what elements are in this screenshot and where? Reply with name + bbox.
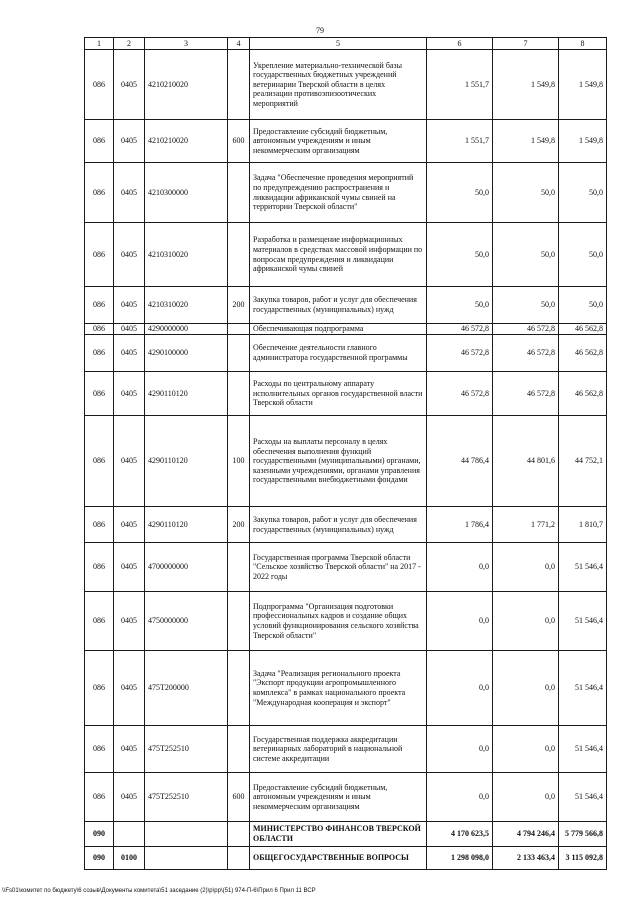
description-cell: МИНИСТЕРСТВО ФИНАНСОВ ТВЕРСКОЙ ОБЛАСТИ (250, 822, 427, 847)
grbs-code-cell: 086 (85, 287, 114, 324)
amount-col6-cell: 50,0 (427, 163, 493, 223)
table-row (85, 324, 607, 335)
amount-col6-cell: 1 551,7 (427, 50, 493, 120)
footer-file-path: \\Fs01\комитет по бюджету\6 созыв\Документы комитета\51 заседание (2)\p\pp\(51) 974-П-6\Прил 6 Прил 11 ВСР (2, 888, 316, 894)
expense-type-cell (228, 726, 250, 773)
section-code-cell: 0405 (114, 50, 145, 120)
description-cell: Разработка и размещение информационных материалов в средствах массовой информации по вопросам предупреждения и ликвидации африканской чумы свиней (250, 223, 427, 287)
grbs-code-cell: 086 (85, 416, 114, 507)
description-cell: Подпрограмма "Организация подготовки профессиональных кадров и создание общих условий функционирования сельского хозяйства Тверской области" (250, 592, 427, 651)
grbs-code-cell: 086 (85, 773, 114, 822)
target-code-cell: 475T252510 (145, 726, 228, 773)
section-code-cell: 0405 (114, 287, 145, 324)
amount-col8-cell: 50,0 (559, 163, 607, 223)
section-code-cell: 0405 (114, 120, 145, 163)
target-code-cell: 4210310020 (145, 223, 228, 287)
amount-col7-cell: 0,0 (493, 651, 559, 726)
description-cell: Обеспечивающая подпрограмма (250, 324, 427, 335)
amount-col6-cell: 50,0 (427, 287, 493, 324)
grbs-code-cell: 086 (85, 543, 114, 592)
header-cell: 4 (228, 38, 250, 50)
page-number: 79 (316, 26, 324, 35)
description-cell: Государственная программа Тверской области "Сельское хозяйство Тверской области" на 2017 - 2022 годы (250, 543, 427, 592)
table-row (85, 50, 607, 120)
grbs-code-cell: 086 (85, 651, 114, 726)
grbs-code-cell: 086 (85, 163, 114, 223)
amount-col8-cell: 51 546,4 (559, 651, 607, 726)
section-code-cell: 0405 (114, 726, 145, 773)
target-code-cell: 4210310020 (145, 287, 228, 324)
amount-col6-cell: 0,0 (427, 651, 493, 726)
expense-type-cell (228, 372, 250, 416)
target-code-cell: 4210300000 (145, 163, 228, 223)
amount-col8-cell: 50,0 (559, 223, 607, 287)
description-cell: Предоставление субсидий бюджетным, автономным учреждениям и иным некоммерческим организациям (250, 773, 427, 822)
header-cell: 8 (559, 38, 607, 50)
amount-col7-cell: 46 572,8 (493, 335, 559, 372)
section-code-cell: 0405 (114, 372, 145, 416)
amount-col7-cell: 2 133 463,4 (493, 847, 559, 870)
header-cell: 1 (85, 38, 114, 50)
description-cell: Расходы по центральному аппарату исполнительных органов государственной власти Тверской области (250, 372, 427, 416)
target-code-cell (145, 822, 228, 847)
target-code-cell: 475T252510 (145, 773, 228, 822)
amount-col6-cell: 46 572,8 (427, 372, 493, 416)
table-row (85, 543, 607, 592)
section-code-cell: 0405 (114, 324, 145, 335)
section-code-cell: 0405 (114, 416, 145, 507)
amount-col7-cell: 0,0 (493, 726, 559, 773)
target-code-cell: 475T200000 (145, 651, 228, 726)
target-code-cell: 4290110120 (145, 416, 228, 507)
amount-col6-cell: 46 572,8 (427, 324, 493, 335)
description-cell: Задача "Обеспечение проведения мероприятий по предупреждению распространения и ликвидации африканской чумы свиней на территории Тверской области" (250, 163, 427, 223)
expense-type-cell (228, 163, 250, 223)
amount-col6-cell: 1 786,4 (427, 507, 493, 543)
amount-col8-cell: 1 549,8 (559, 120, 607, 163)
description-cell: ОБЩЕГОСУДАРСТВЕННЫЕ ВОПРОСЫ (250, 847, 427, 870)
expense-type-cell (228, 651, 250, 726)
expense-type-cell: 200 (228, 287, 250, 324)
table-row (85, 287, 607, 324)
amount-col6-cell: 46 572,8 (427, 335, 493, 372)
target-code-cell: 4290110120 (145, 372, 228, 416)
grbs-code-cell: 090 (85, 822, 114, 847)
expense-type-cell: 200 (228, 507, 250, 543)
amount-col7-cell: 44 801,6 (493, 416, 559, 507)
grbs-code-cell: 086 (85, 120, 114, 163)
target-code-cell: 4290100000 (145, 335, 228, 372)
amount-col7-cell: 1 549,8 (493, 50, 559, 120)
amount-col6-cell: 1 298 098,0 (427, 847, 493, 870)
description-cell: Укрепление материально-технической базы государственных бюджетных учреждений ветеринарии Тверской области в целях реализации противоэпизоотических мероприятий (250, 50, 427, 120)
table-row (85, 822, 607, 847)
amount-col7-cell: 0,0 (493, 773, 559, 822)
target-code-cell (145, 847, 228, 870)
table-row (85, 120, 607, 163)
amount-col8-cell: 1 549,8 (559, 50, 607, 120)
amount-col7-cell: 1 549,8 (493, 120, 559, 163)
header-cell: 5 (250, 38, 427, 50)
amount-col6-cell: 0,0 (427, 592, 493, 651)
header-cell: 7 (493, 38, 559, 50)
description-cell: Расходы на выплаты персоналу в целях обеспечения выполнения функций государственными (муниципальными) органами, казенными учреждениями, органами управления государственными внебюджетными фондами (250, 416, 427, 507)
table-row (85, 507, 607, 543)
table-row (85, 847, 607, 870)
amount-col8-cell: 46 562,8 (559, 335, 607, 372)
description-cell: Закупка товаров, работ и услуг для обеспечения государственных (муниципальных) нужд (250, 507, 427, 543)
amount-col6-cell: 1 551,7 (427, 120, 493, 163)
target-code-cell: 4290000000 (145, 324, 228, 335)
section-code-cell: 0405 (114, 651, 145, 726)
amount-col7-cell: 0,0 (493, 592, 559, 651)
amount-col7-cell: 0,0 (493, 543, 559, 592)
expense-type-cell (228, 822, 250, 847)
amount-col8-cell: 3 115 092,8 (559, 847, 607, 870)
expense-type-cell (228, 324, 250, 335)
expense-type-cell (228, 543, 250, 592)
amount-col6-cell: 44 786,4 (427, 416, 493, 507)
expense-type-cell: 100 (228, 416, 250, 507)
amount-col7-cell: 46 572,8 (493, 372, 559, 416)
section-code-cell: 0100 (114, 847, 145, 870)
amount-col8-cell: 44 752,1 (559, 416, 607, 507)
section-code-cell: 0405 (114, 163, 145, 223)
amount-col6-cell: 0,0 (427, 543, 493, 592)
grbs-code-cell: 090 (85, 847, 114, 870)
grbs-code-cell: 086 (85, 223, 114, 287)
grbs-code-cell: 086 (85, 324, 114, 335)
description-cell: Предоставление субсидий бюджетным, автономным учреждениям и иным некоммерческим организациям (250, 120, 427, 163)
target-code-cell: 4210210020 (145, 120, 228, 163)
section-code-cell (114, 822, 145, 847)
amount-col7-cell: 50,0 (493, 163, 559, 223)
expense-type-cell (228, 223, 250, 287)
description-cell: Задача "Реализация регионального проекта "Экспорт продукции агропромышленного комплекса" в рамках национального проекта "Международная кооперация и экспорт" (250, 651, 427, 726)
amount-col8-cell: 51 546,4 (559, 543, 607, 592)
expense-type-cell (228, 592, 250, 651)
amount-col8-cell: 51 546,4 (559, 773, 607, 822)
table-row (85, 592, 607, 651)
table-row (85, 372, 607, 416)
table-row (85, 726, 607, 773)
section-code-cell: 0405 (114, 592, 145, 651)
header-cell: 3 (145, 38, 228, 50)
header-cell: 6 (427, 38, 493, 50)
section-code-cell: 0405 (114, 335, 145, 372)
amount-col7-cell: 46 572,8 (493, 324, 559, 335)
description-cell: Обеспечение деятельности главного администратора государственной программы (250, 335, 427, 372)
grbs-code-cell: 086 (85, 592, 114, 651)
target-code-cell: 4700000000 (145, 543, 228, 592)
amount-col8-cell: 1 810,7 (559, 507, 607, 543)
grbs-code-cell: 086 (85, 372, 114, 416)
grbs-code-cell: 086 (85, 507, 114, 543)
table-row (85, 223, 607, 287)
table-row (85, 335, 607, 372)
table-row (85, 416, 607, 507)
expense-type-cell (228, 50, 250, 120)
amount-col7-cell: 1 771,2 (493, 507, 559, 543)
target-code-cell: 4210210020 (145, 50, 228, 120)
amount-col8-cell: 46 562,8 (559, 324, 607, 335)
grbs-code-cell: 086 (85, 726, 114, 773)
table-row (85, 651, 607, 726)
grbs-code-cell: 086 (85, 50, 114, 120)
amount-col8-cell: 51 546,4 (559, 726, 607, 773)
amount-col8-cell: 5 779 566,8 (559, 822, 607, 847)
expense-type-cell: 600 (228, 120, 250, 163)
amount-col6-cell: 0,0 (427, 726, 493, 773)
section-code-cell: 0405 (114, 543, 145, 592)
budget-table (84, 37, 607, 870)
section-code-cell: 0405 (114, 223, 145, 287)
description-cell: Государственная поддержка аккредитации ветеринарных лабораторий в национальной системе аккредитации (250, 726, 427, 773)
amount-col7-cell: 50,0 (493, 287, 559, 324)
amount-col8-cell: 46 562,8 (559, 372, 607, 416)
amount-col7-cell: 50,0 (493, 223, 559, 287)
amount-col8-cell: 50,0 (559, 287, 607, 324)
target-code-cell: 4290110120 (145, 507, 228, 543)
description-cell: Закупка товаров, работ и услуг для обеспечения государственных (муниципальных) нужд (250, 287, 427, 324)
header-cell: 2 (114, 38, 145, 50)
amount-col6-cell: 0,0 (427, 773, 493, 822)
target-code-cell: 4750000000 (145, 592, 228, 651)
table-row (85, 773, 607, 822)
expense-type-cell (228, 847, 250, 870)
header-row (85, 38, 607, 50)
amount-col6-cell: 50,0 (427, 223, 493, 287)
grbs-code-cell: 086 (85, 335, 114, 372)
amount-col8-cell: 51 546,4 (559, 592, 607, 651)
expense-type-cell: 600 (228, 773, 250, 822)
amount-col7-cell: 4 794 246,4 (493, 822, 559, 847)
amount-col6-cell: 4 170 623,5 (427, 822, 493, 847)
section-code-cell: 0405 (114, 507, 145, 543)
expense-type-cell (228, 335, 250, 372)
section-code-cell: 0405 (114, 773, 145, 822)
table-row (85, 163, 607, 223)
